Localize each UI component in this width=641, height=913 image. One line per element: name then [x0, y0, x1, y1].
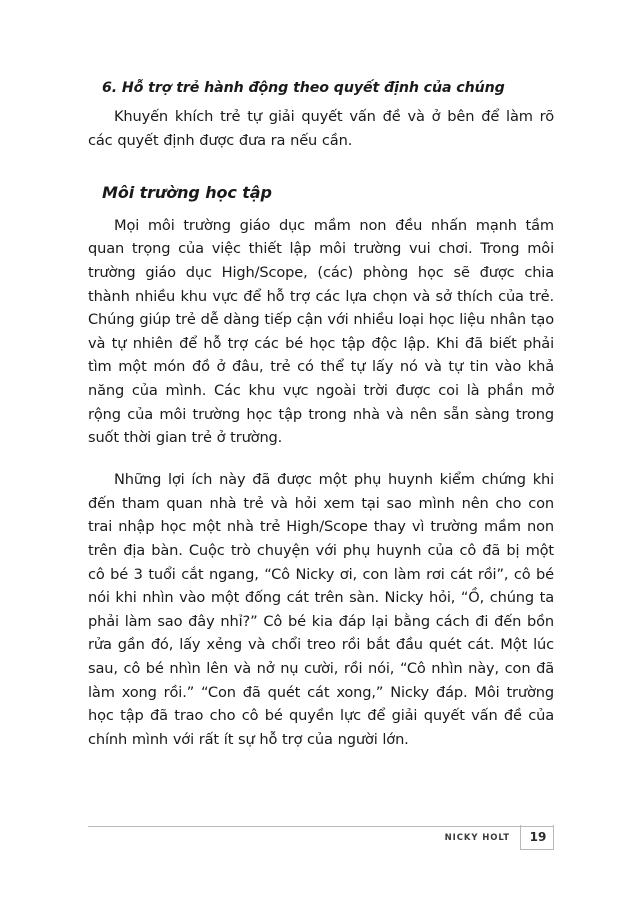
footer-divider [88, 826, 554, 827]
section-heading: Môi trường học tập [102, 182, 272, 202]
page-number: 19 [529, 830, 547, 844]
page-content [88, 78, 554, 754]
intro-paragraph: Khuyến khích trẻ tự giải quyết vấn đề và ở bên để làm rõ các quyết định được đưa ra nếu cần. [88, 108, 554, 149]
footer-author-name: NICKY HOLT [444, 833, 510, 843]
page-number-box [520, 825, 554, 850]
paragraph-spacer [88, 452, 554, 468]
page-footer [88, 826, 554, 856]
numbered-subheading: 6. Hỗ trợ trẻ hành động theo quyết định của chúng [102, 80, 505, 96]
body-paragraph-2: Những lợi ích này đã được một phụ huynh kiểm chứng khi đến tham quan nhà trẻ và hỏi xem tại sao mình nên cho con trai nhập học một nhà trẻ High/Scope thay vì trường mầm non trên địa bàn. Cuộc trò chuyện với phụ huynh của cô đã bị một cô bé 3 tuổi cắt ngang, “Cô Nicky ơi, con làm rơi cát rồi”, cô bé nói khi nhìn vào một đống cát trên sàn. Nicky hỏi, “Ồ, chúng ta phải làm sao đây nhỉ?” Cô bé kia đáp lại bằng cách đi đến bồn rửa gần đó, lấy xẻng và chổi treo rồi bắt đầu quét cát. Một lúc sau, cô bé nhìn lên và nở nụ cười, rồi nói, “Cô nhìn này, con đã làm xong rồi.” “Con đã quét cát xong,” Nicky đáp. Môi trường học tập đã trao cho cô bé quyền lực để giải quyết vấn đề của chính mình với rất ít sự hỗ trợ của người lớn. [88, 470, 554, 749]
body-paragraph-1: Mọi môi trường giáo dục mầm non đều nhấn mạnh tầm quan trọng của việc thiết lập môi trường vui chơi. Trong môi trường giáo dục High/Scope, (các) phòng học sẽ được chia thành nhiều khu vực để hỗ trợ các lựa chọn và sở thích của trẻ. Chúng giúp trẻ dễ dàng tiếp cận với nhiều loại học liệu nhân tạo và tự nhiên để hỗ trợ các bé học tập độc lập. Khi đã biết phải tìm một món đồ ở đâu, trẻ có thể tự lấy nó và tự tin vào khả năng của mình. Các khu vực ngoài trời được coi là phần mở rộng của môi trường học tập trong nhà và nên sẵn sàng trong suốt thời gian trẻ ở trường. [88, 216, 554, 447]
